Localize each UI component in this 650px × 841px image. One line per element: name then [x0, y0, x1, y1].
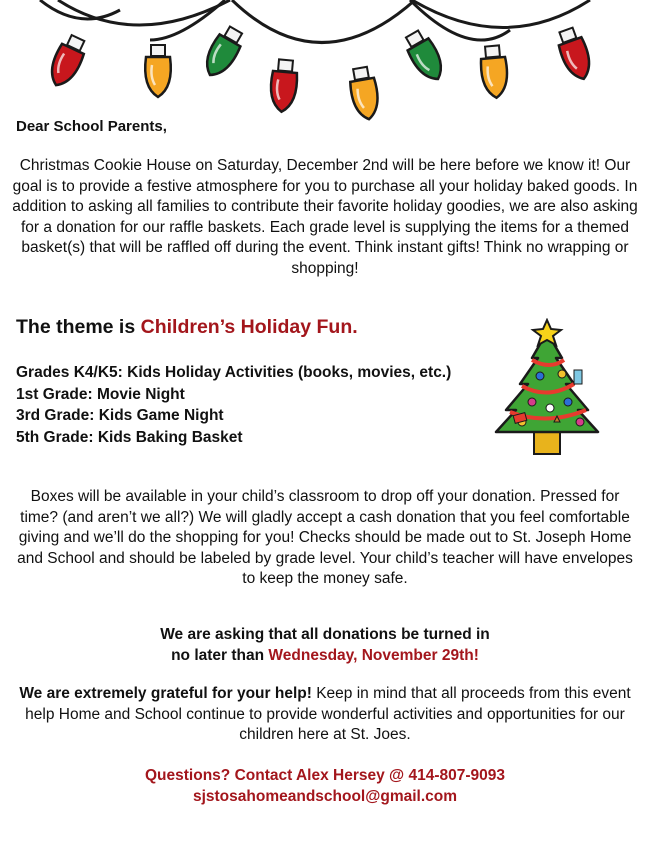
grade-item: 1st Grade: Movie Night [16, 385, 185, 403]
bulb-red-1 [44, 33, 89, 91]
christmas-lights-icon [0, 0, 650, 130]
bulb-orange-2 [347, 66, 381, 122]
bulb-orange-3 [479, 45, 509, 99]
thanks-rest: Keep in mind that all proceeds from this event help Home and School continue to provide wonderful activities and opportunities for our children here at St. Joes. [25, 685, 631, 743]
grade-item: Grades K4/K5: Kids Holiday Activities (books, movies, etc.) [16, 364, 452, 381]
grade-item: 5th Grade: Kids Baking Basket [16, 428, 243, 446]
bulb-red-3 [554, 26, 596, 84]
thanks-paragraph [12, 684, 638, 746]
grade-list [16, 362, 451, 448]
theme-heading [16, 316, 358, 339]
deadline-prefix: no later than [171, 646, 269, 664]
deadline-line1: We are asking that all donations be turned in [160, 626, 490, 643]
thanks-bold: We are extremely grateful for your help! [19, 685, 312, 702]
bulb-green-2 [401, 28, 449, 86]
bulb-green-1 [199, 24, 247, 82]
bulb-red-2 [269, 59, 299, 113]
contact-line: Questions? Contact Alex Hersey @ 414-807-9093 [145, 767, 505, 784]
bulb-orange-1 [145, 45, 171, 97]
contact-email[interactable]: sjstosahomeandschool@gmail.com [192, 788, 458, 805]
intro-paragraph: Christmas Cookie House on Saturday, December 2nd will be here before we know it! Our goal is to provide a festive atmosphere for you to purchase all your holiday baked goods. In addition to asking all families to contribute their favorite holiday goodies, we are also asking for a donation for our raffle baskets. Each grade level is supplying the items for a themed basket(s) that will be raffled off during the event. Think instant gifts! Think no wrapping or shopping! [12, 157, 638, 277]
grade-item: 3rd Grade: Kids Game Night [16, 407, 224, 424]
theme-prefix: The theme is [16, 316, 141, 338]
deadline-notice [12, 625, 638, 666]
theme-name: Children’s Holiday Fun. [140, 316, 358, 338]
contact-info [12, 765, 638, 807]
greeting: Dear School Parents, [16, 118, 167, 135]
deadline-date: Wednesday, November 29th! [268, 646, 479, 664]
donation-paragraph: Boxes will be available in your child’s classroom to drop off your donation. Pressed for time? (and aren’t we all?) We will gladly accept a cash donation that you feel comfortable giving and we’ll do the shopping for you! Checks should be made out to St. Joseph Home and School and should be labeled by grade level. Your child’s teacher will have envelopes to keep the money safe. [17, 488, 633, 587]
christmas-tree-icon [492, 318, 602, 464]
